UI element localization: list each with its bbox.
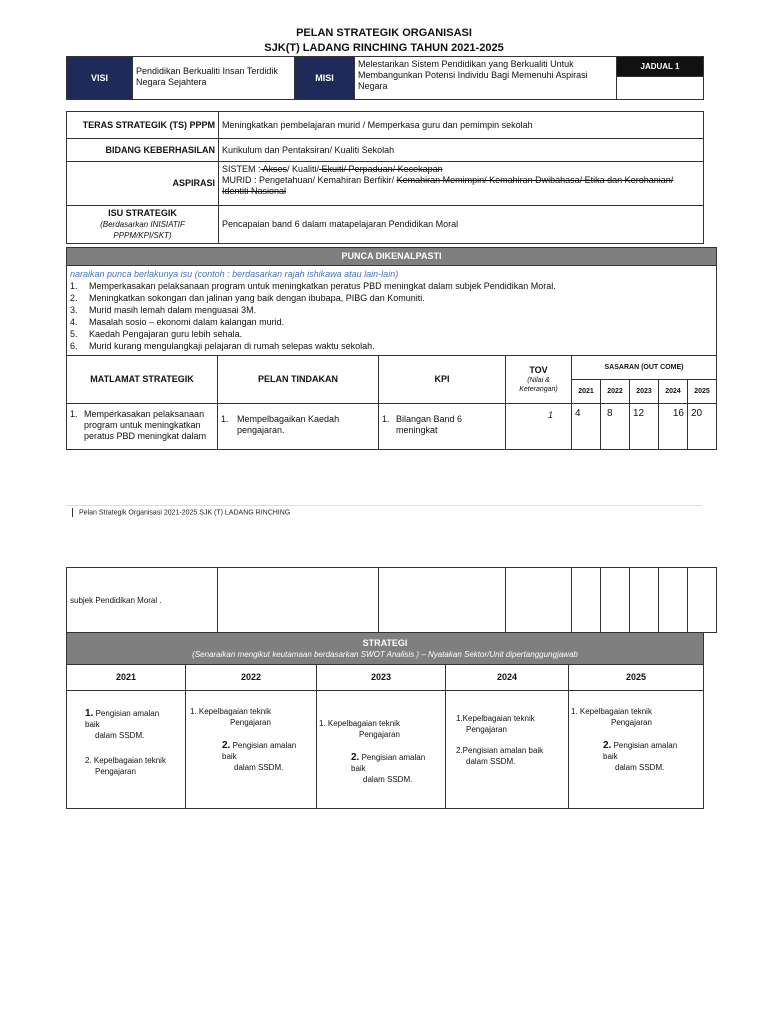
- year-2022: 2022: [601, 380, 630, 404]
- isu-label-cell: [67, 206, 219, 244]
- aspirasi-sistem: SISTEM : Akses/ Kualiti/ Ekuiti/ Perpaduan/ Kecekapan: [222, 164, 443, 174]
- col-sasaran: SASARAN (OUT COME): [572, 356, 717, 380]
- strategi-year-2025: 2025: [569, 665, 704, 691]
- continuation-table: [66, 567, 717, 633]
- pelan-cell: 1. Mempelbagaikan Kaedah pengajaran.: [218, 404, 379, 450]
- isu-label: ISU STRATEGIK: [108, 208, 177, 218]
- bidang-value: Kurikulum dan Pentaksiran/ Kualiti Sekolah: [219, 139, 704, 162]
- strategi-year-2023: 2023: [317, 665, 446, 691]
- kpi-cell: 1. Bilangan Band 6 meningkat: [379, 404, 506, 450]
- empty-cell: [218, 568, 379, 633]
- bidang-label: BIDANG KEBERHASILAN: [67, 139, 219, 162]
- page-subtitle: SJK(T) LADANG RINCHING TAHUN 2021-2025: [264, 42, 504, 54]
- list-item: 6. Murid kurang mengulangkaji pelajaran di rumah selepas waktu sekolah.: [70, 341, 375, 351]
- col-kpi: KPI: [379, 356, 506, 404]
- punca-list: [70, 280, 713, 352]
- footer-divider: [66, 505, 702, 506]
- visi-misi-table: [66, 56, 704, 100]
- strategi-year-2022: 2022: [186, 665, 317, 691]
- teras-value: Meningkatkan pembelajaran murid / Memperkasa guru dan pemimpin sekolah: [219, 112, 704, 139]
- matlamat-cell: 1. Memperkasakan pelaksanaan program untuk meningkatkan peratus PBD meningkat dalam: [67, 404, 218, 450]
- empty-cell: [688, 568, 717, 633]
- list-item: 5. Kaedah Pengajaran guru lebih sehala.: [70, 329, 243, 339]
- strategi-2021: 1. Pengisian amalan baik dalam SSDM. 2. Kepelbagaian teknik Pengajaran: [67, 691, 186, 809]
- empty-cell: [572, 568, 601, 633]
- col-tov: [506, 356, 572, 404]
- page-title: PELAN STRATEGIK ORGANISASI: [296, 27, 472, 39]
- punca-body: [67, 266, 717, 356]
- visi-label: VISI: [67, 57, 133, 100]
- aspirasi-value: [219, 162, 704, 206]
- year-2021: 2021: [572, 380, 601, 404]
- aspirasi-murid: MURID : Pengetahuan/ Kemahiran Berfikir/ Kemahiran Memimpin/ Kemahiran Dwibahasa/ Etika dan Kerohanian/ Identiti Nasional: [222, 175, 674, 196]
- list-item: 3. Murid masih lemah dalam menguasai 3M.: [70, 305, 257, 315]
- empty-cell: [379, 568, 506, 633]
- list-item: 2. Meningkatkan sokongan dan jalinan yang baik dengan ibubapa, PIBG dan Komuniti.: [70, 293, 425, 303]
- jadual-empty: [617, 77, 704, 100]
- pelan-text: Mempelbagaikan Kaedah pengajaran.: [237, 414, 340, 435]
- target-2022: 8: [601, 404, 630, 450]
- empty-cell: [659, 568, 688, 633]
- target-2024: 16: [659, 404, 688, 450]
- page-footer: Pelan Strategik Organisasi 2021-2025 SJK (T) LADANG RINCHING: [72, 508, 290, 517]
- col-pelan: PELAN TINDAKAN: [218, 356, 379, 404]
- strategi-2025: 1. Kepelbagaian teknik Pengajaran 2. Pengisian amalan baik dalam SSDM.: [569, 691, 704, 809]
- kpi-text: Bilangan Band 6 meningkat: [396, 414, 463, 435]
- strategi-year-2024: 2024: [446, 665, 569, 691]
- punca-matlamat-table: [66, 247, 717, 450]
- punca-instruction: naraikan punca berlakunya isu (contoh : berdasarkan rajah ishikawa atau lain-lain): [70, 269, 399, 279]
- empty-cell: [601, 568, 630, 633]
- year-2023: 2023: [630, 380, 659, 404]
- misi-label: MISI: [295, 57, 355, 100]
- target-2021: 4: [572, 404, 601, 450]
- list-item: 1. Memperkasakan pelaksanaan program untuk meningkatkan peratus PBD meningkat dalam subjek Pendidikan Moral.: [70, 281, 556, 291]
- empty-cell: [630, 568, 659, 633]
- aspirasi-label: ASPIRASI: [67, 162, 219, 206]
- empty-cell: [506, 568, 572, 633]
- target-2025: 20: [688, 404, 717, 450]
- strategi-sub: (Senaraikan mengikut keutamaan berdasarkan SWOT Analisis ) – Nyatakan Sektor/Unit dipertanggungjawab: [192, 649, 578, 659]
- strategi-table: [66, 632, 704, 809]
- strategi-header: [67, 633, 704, 665]
- strategi-title: STRATEGI: [362, 637, 408, 648]
- punca-header: PUNCA DIKENALPASTI: [67, 248, 717, 266]
- target-2023: 12: [630, 404, 659, 450]
- strategi-year-2021: 2021: [67, 665, 186, 691]
- matlamat-text: Memperkasakan pelaksanaan program untuk meningkatkan peratus PBD meningkat dalam: [84, 409, 207, 441]
- continued-matlamat: subjek Pendidikan Moral .: [67, 568, 218, 633]
- info-table: [66, 111, 704, 244]
- year-2025: 2025: [688, 380, 717, 404]
- strategi-2023: 1. Kepelbagaian teknik Pengajaran 2. Pengisian amalan baik dalam SSDM.: [317, 691, 446, 809]
- strategi-2022: 1. Kepelbagaian teknik Pengajaran 2. Pengisian amalan baik dalam SSDM.: [186, 691, 317, 809]
- misi-text: Melestarikan Sistem Pendidikan yang Berkualiti Untuk Membangunkan Potensi Individu Bagi Memenuhi Aspirasi Negara: [355, 57, 617, 100]
- jadual-label: JADUAL 1: [617, 57, 704, 77]
- col-matlamat: MATLAMAT STRATEGIK: [67, 356, 218, 404]
- year-2024: 2024: [659, 380, 688, 404]
- list-item: 4. Masalah sosio – ekonomi dalam kalangan murid.: [70, 317, 285, 327]
- strategi-2024: 1.Kepelbagaian teknik Pengajaran 2.Pengisian amalan baik dalam SSDM.: [446, 691, 569, 809]
- tov-sub: (Nilai & Keterangan): [519, 377, 558, 393]
- visi-text: Pendidikan Berkualiti Insan Terdidik Negara Sejahtera: [133, 57, 295, 100]
- isu-value: Pencapaian band 6 dalam matapelajaran Pendidikan Moral: [219, 206, 704, 244]
- teras-label: TERAS STRATEGIK (TS) PPPM: [67, 112, 219, 139]
- isu-sub: (Berdasarkan INISIATIF PPPM/KPI/SKT): [100, 220, 185, 240]
- tov-label: TOV: [529, 365, 548, 375]
- tov-value: 1: [506, 404, 572, 450]
